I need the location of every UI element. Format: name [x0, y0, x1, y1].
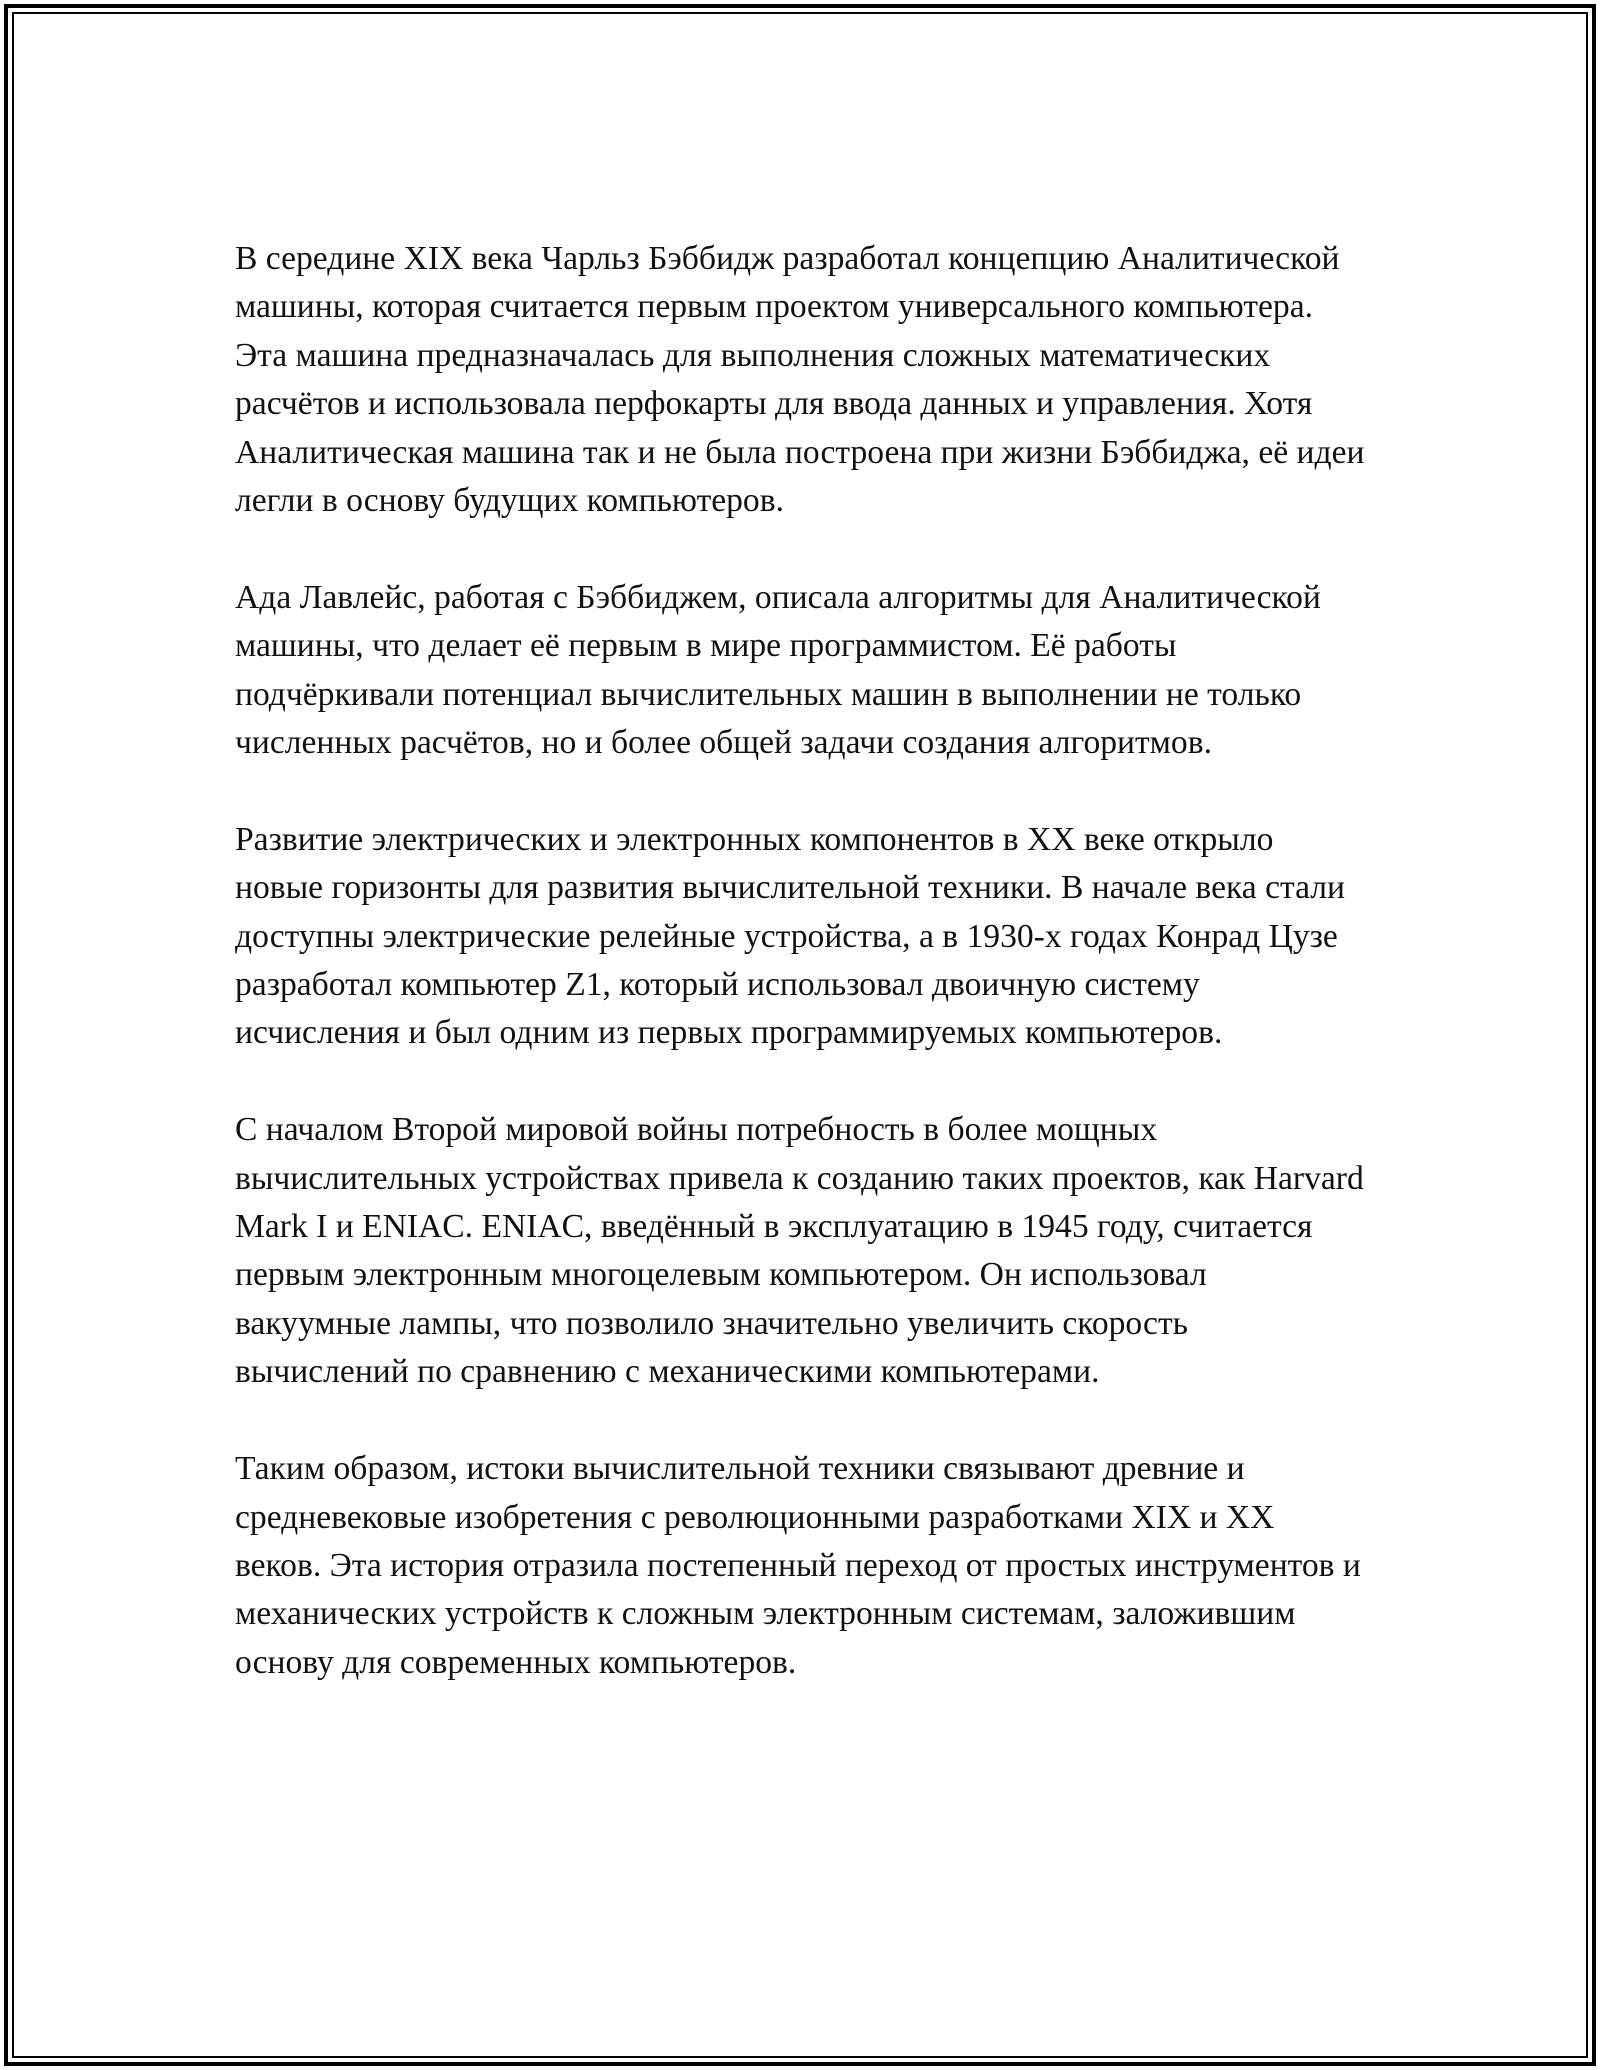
document-body [235, 235, 1365, 1736]
paragraph-lovelace: Ада Лавлейс, работая с Бэббиджем, описала алгоритмы для Аналитической машины, что делает её первым в мире программистом. Её работы подчёркивали потенциал вычислительных машин в выполнении не только численных расчётов, но и более общей задачи создания алгоритмов. [235, 578, 1321, 762]
paragraph-babbage: В середине XIX века Чарльз Бэббидж разработал концепцию Аналитической машины, которая считается первым проектом универсального компьютера. Эта машина предназначалась для выполнения сложных математических расчётов и использовала перфокарты для ввода данных и управления. Хотя Аналитическая машина так и не была построена при жизни Бэббиджа, её идеи легли в основу будущих компьютеров. [235, 240, 1365, 520]
paragraph-wwii-computers: С началом Второй мировой войны потребность в более мощных вычислительных устройствах привела к созданию таких проектов, как Harvard Mark I и ENIAC. ENIAC, введённый в эксплуатацию в 1945 году, считается первым электронным многоцелевым компьютером. Он использовал вакуумные лампы, что позволило значительно увеличить скорость вычислений по сравнению с механическими компьютерами. [235, 1111, 1364, 1391]
paragraph-electrical-era: Развитие электрических и электронных компонентов в XX веке открыло новые горизонты для развития вычислительной техники. В начале века стали доступны электрические релейные устройства, а в 1930-х годах Конрад Цузе разработал компьютер Z1, который использовал двоичную систему исчисления и был одним из первых программируемых компьютеров. [235, 820, 1345, 1052]
paragraph-conclusion: Таким образом, истоки вычислительной техники связывают древние и средневековые изобретения с революционными разработками XIX и XX веков. Эта история отразила постепенный переход от простых инструментов и механических устройств к сложным электронным системам, заложившим основу для современных компьютеров. [235, 1450, 1361, 1681]
